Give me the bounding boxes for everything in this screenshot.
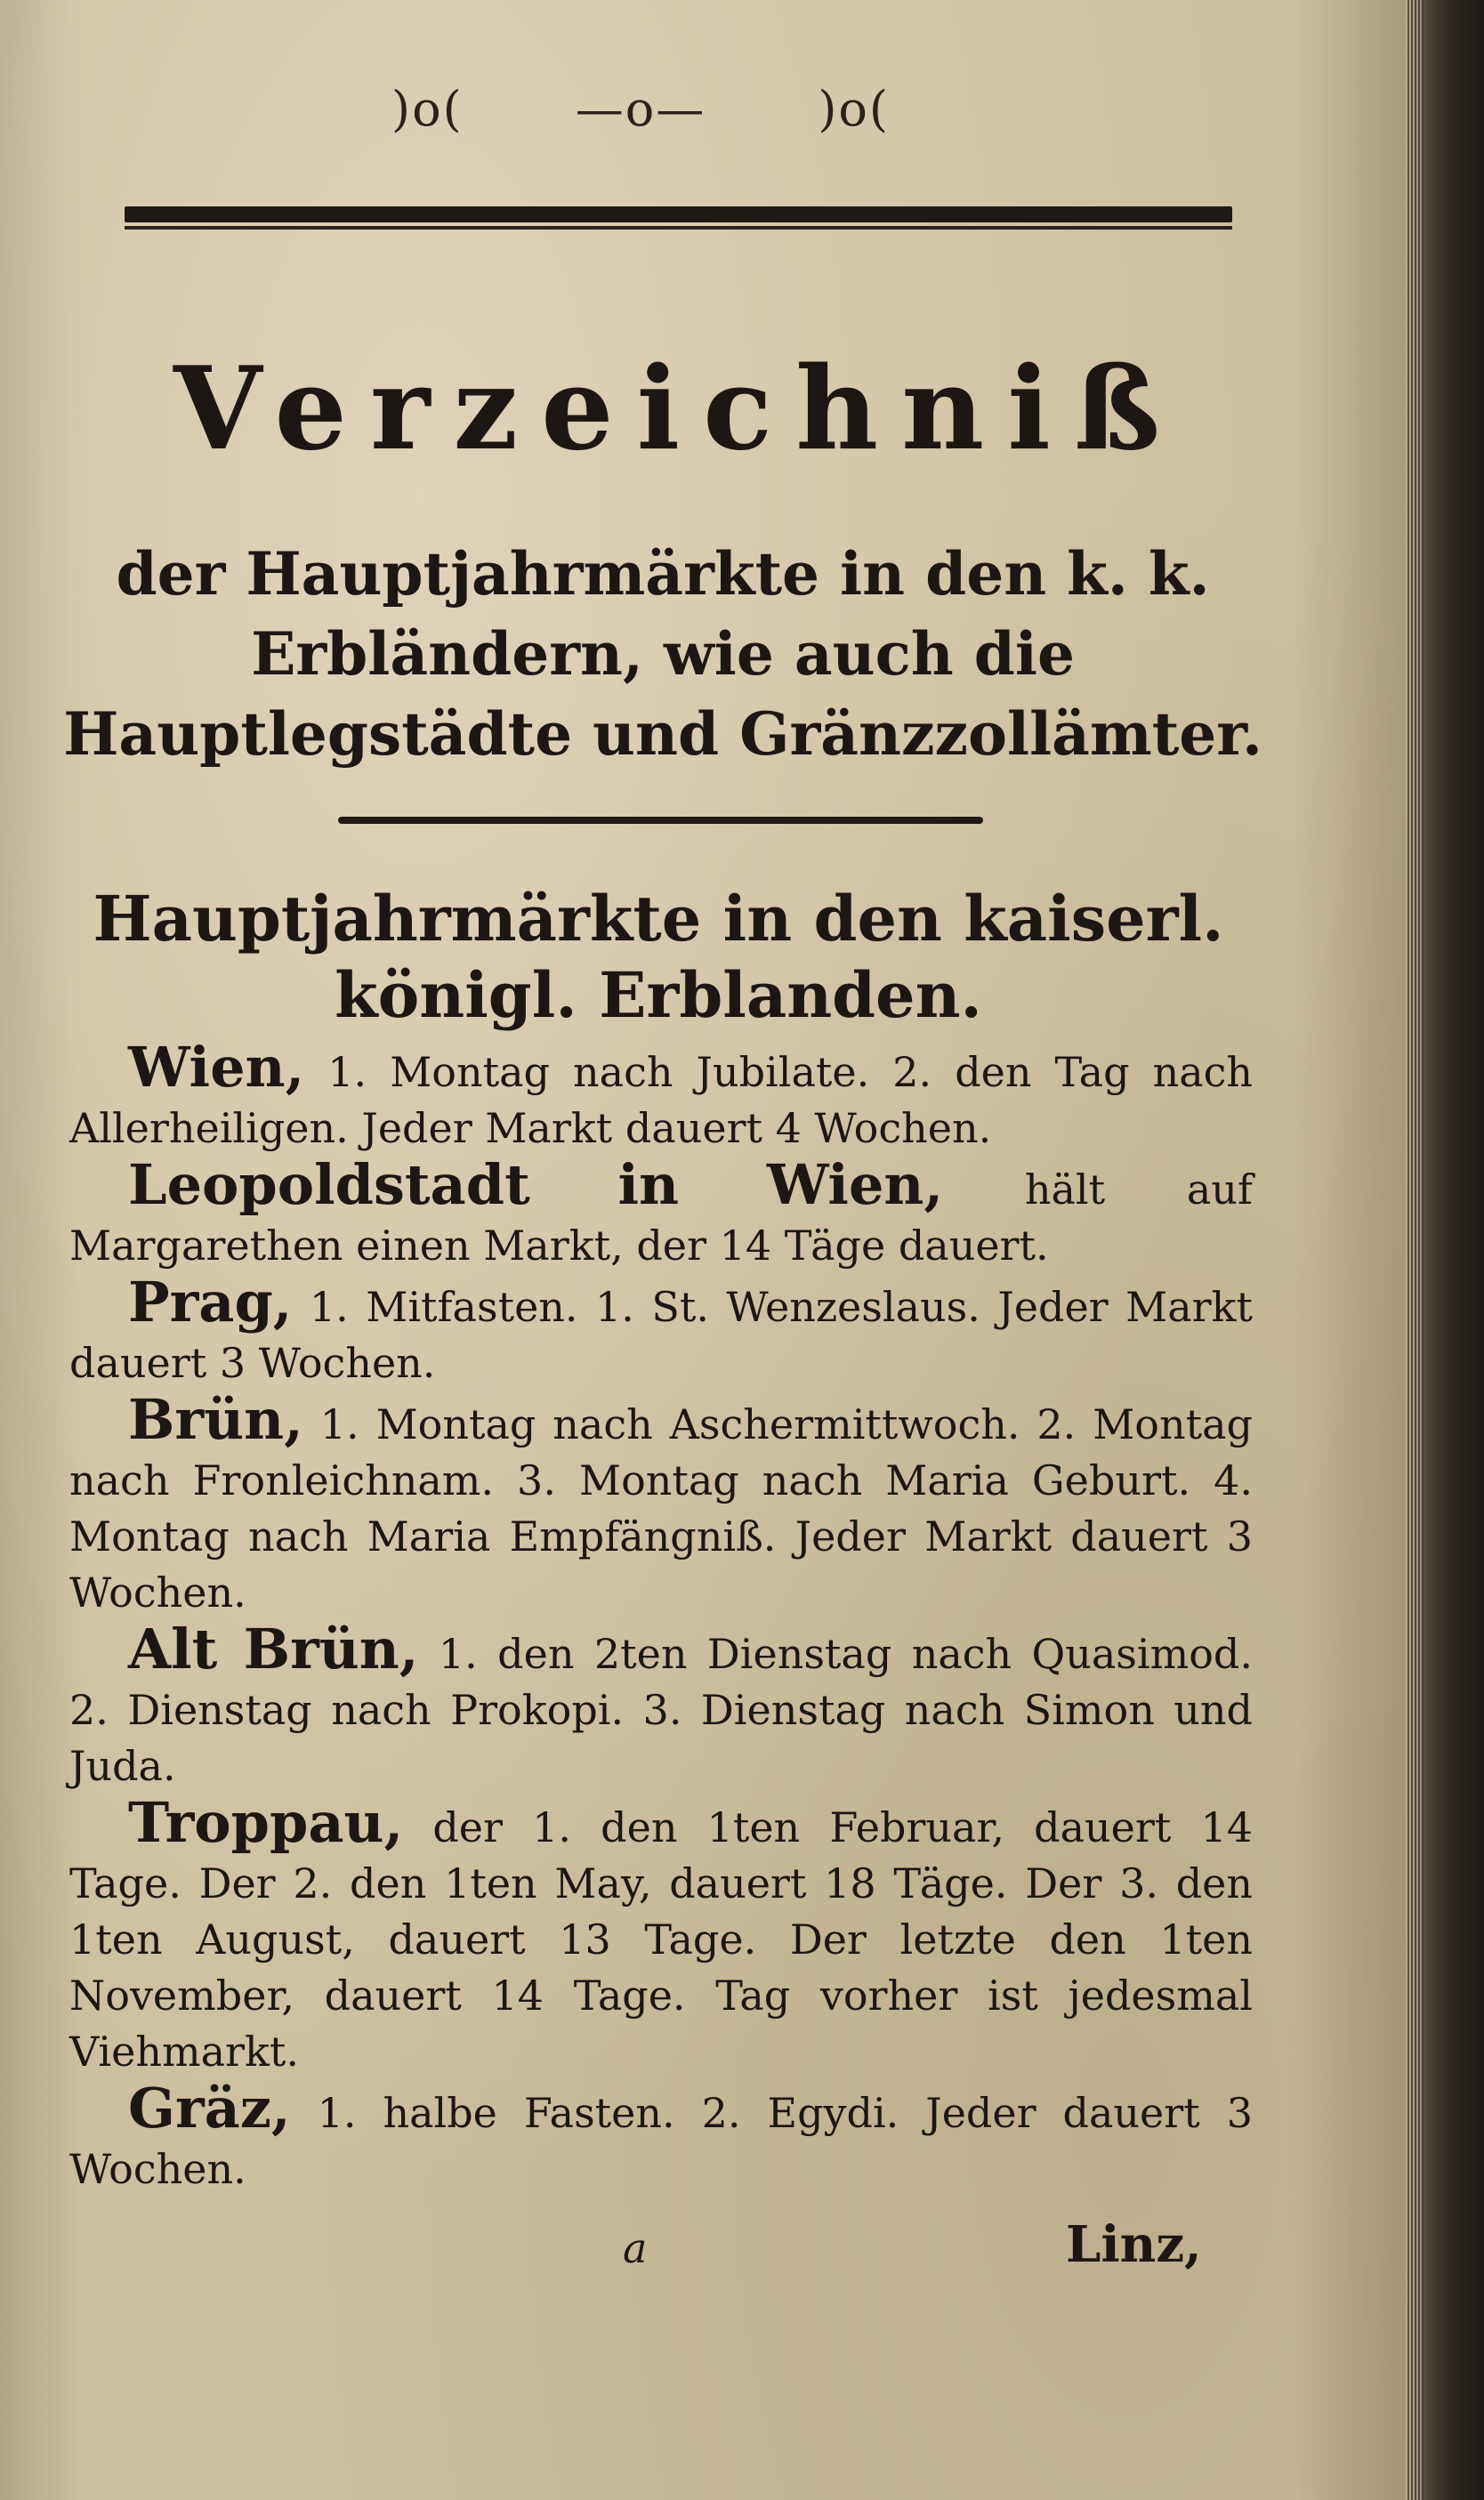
thin-rule-divider	[338, 817, 983, 824]
entry-city: Brün,	[128, 1387, 303, 1452]
ornament-center: —o—	[575, 80, 706, 137]
entry-wien	[69, 1035, 1254, 1157]
entry-city: Gräz,	[128, 2076, 291, 2141]
entry-bruen	[69, 1387, 1253, 1621]
entry-text: 1. Mitfasten. 1. St. Wenzeslaus. Jeder Markt dauert 3 Wochen.	[69, 1283, 1253, 1387]
page-title: Verzeichniß	[173, 343, 1184, 476]
entry-city: Troppau,	[128, 1790, 404, 1855]
entry-city: Leopoldstadt in Wien,	[128, 1152, 944, 1217]
entry-city: Wien,	[128, 1035, 305, 1100]
entry-graez	[69, 2076, 1254, 2198]
market-entries	[69, 1035, 1254, 2198]
book-page-edge	[1406, 0, 1484, 2500]
ornament-left: )o(	[391, 80, 464, 137]
page-leaves	[1406, 0, 1424, 2500]
header-ornament	[391, 82, 890, 135]
entry-text: 1. halbe Fasten. 2. Egydi. Jeder dauert 3 Wochen.	[69, 2089, 1254, 2193]
ornament-right: )o(	[818, 80, 890, 137]
entry-prag	[69, 1270, 1253, 1391]
signature-mark: a	[623, 2224, 648, 2272]
catchword: Linz,	[1066, 2215, 1202, 2274]
section-heading: Hauptjahrmärkte in den kaiserl. königl. Erblanden.	[93, 882, 1224, 1032]
entry-text: hält auf Margarethen einen Markt, der 14 Täge dauert.	[69, 1165, 1253, 1270]
entry-troppau	[69, 1790, 1253, 2080]
entry-text: 1. den 2ten Dienstag nach Quasimod. 2. Dienstag nach Prokopi. 3. Dienstag nach Simon und Juda.	[69, 1630, 1253, 1790]
entry-text: 1. Montag nach Jubilate. 2. den Tag nach Allerheiligen. Jeder Markt dauert 4 Wochen.	[69, 1048, 1254, 1152]
entry-text: der 1. den 1ten Februar, dauert 14 Tage. Der 2. den 1ten May, dauert 18 Täge. Der 3. den 1ten August, dauert 13 Tage. Der letzte den 1ten November, dauert 14 Tage. Tag vorher ist jedesmal Viehmarkt.	[69, 1803, 1253, 2076]
entry-city: Prag,	[128, 1270, 293, 1335]
entry-leopoldstadt	[69, 1152, 1253, 1274]
entry-text: 1. Montag nach Aschermittwoch. 2. Montag nach Fronleichnam. 3. Montag nach Maria Geburt. 4. Montag nach Maria Empfängniß. Jeder Markt dauert 3 Wochen.	[69, 1400, 1253, 1617]
entry-city: Alt Brün,	[128, 1617, 419, 1681]
heavy-rule-divider	[125, 206, 1232, 222]
entry-alt-bruen	[69, 1617, 1253, 1794]
page-subtitle: der Hauptjahrmärkte in den k. k. Erbländern, wie auch die Hauptlegstädte und Gränzzollämter.	[63, 539, 1262, 769]
